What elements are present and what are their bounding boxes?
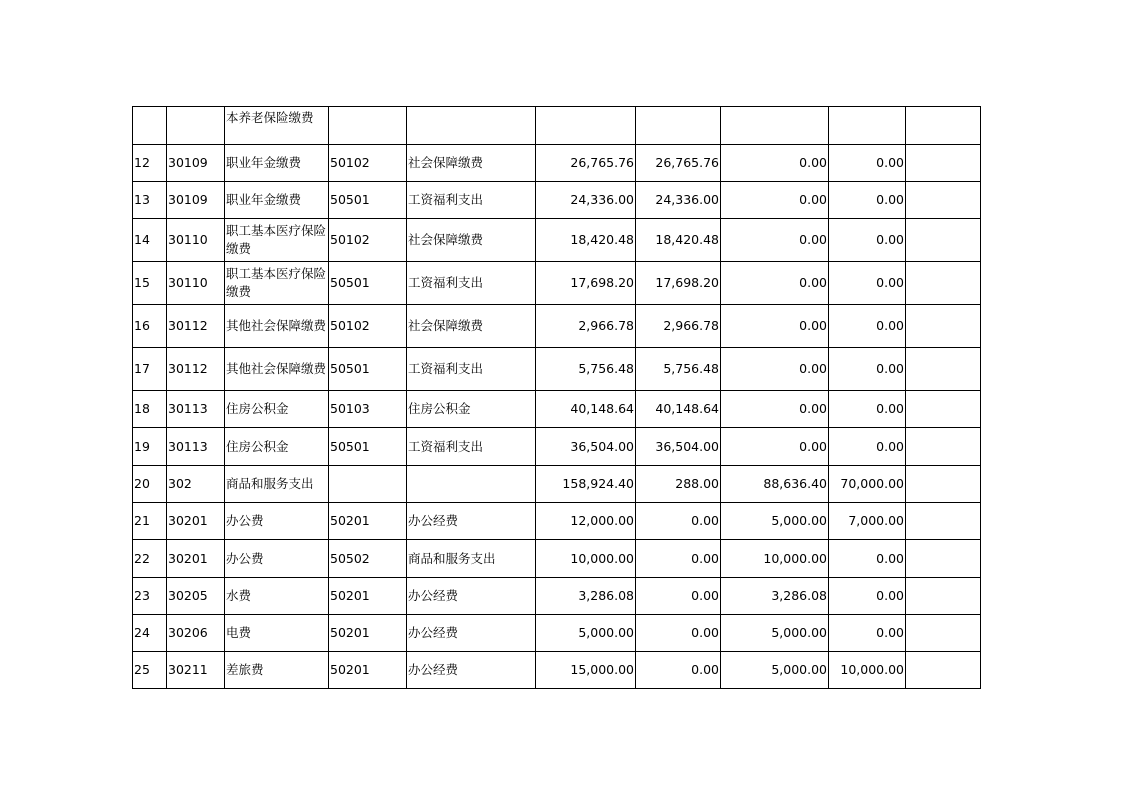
subject-code-cell: 30109 — [167, 182, 225, 219]
total-amount-cell: 10,000.00 — [536, 540, 636, 578]
subject-name-cell: 其他社会保障缴费 — [225, 305, 329, 348]
economic-name-cell: 社会保障缴费 — [407, 305, 536, 348]
other-amount-cell: 0.00 — [829, 145, 906, 182]
basic-amount-cell: 0.00 — [636, 615, 721, 652]
basic-amount-cell — [636, 107, 721, 145]
subject-name-cell: 办公费 — [225, 540, 329, 578]
table-row — [133, 305, 981, 348]
blank-cell — [906, 615, 981, 652]
economic-name-cell: 社会保障缴费 — [407, 219, 536, 262]
subject-code-cell: 30112 — [167, 305, 225, 348]
economic-code-cell: 50501 — [329, 428, 407, 466]
other-amount-cell: 0.00 — [829, 428, 906, 466]
project-amount-cell: 88,636.40 — [721, 466, 829, 503]
economic-code-cell: 50102 — [329, 305, 407, 348]
blank-cell — [906, 652, 981, 689]
economic-code-cell — [329, 107, 407, 145]
basic-amount-cell: 18,420.48 — [636, 219, 721, 262]
blank-cell — [906, 182, 981, 219]
blank-cell — [906, 219, 981, 262]
table-row — [133, 107, 981, 145]
blank-cell — [906, 578, 981, 615]
other-amount-cell: 0.00 — [829, 182, 906, 219]
subject-code-cell: 30205 — [167, 578, 225, 615]
blank-cell — [906, 540, 981, 578]
subject-code-cell: 30112 — [167, 348, 225, 391]
economic-code-cell: 50501 — [329, 182, 407, 219]
basic-amount-cell: 5,756.48 — [636, 348, 721, 391]
economic-name-cell: 办公经费 — [407, 652, 536, 689]
economic-name-cell: 工资福利支出 — [407, 182, 536, 219]
subject-name-cell: 电费 — [225, 615, 329, 652]
table-row — [133, 391, 981, 428]
other-amount-cell: 0.00 — [829, 615, 906, 652]
table-row — [133, 145, 981, 182]
row-number-cell: 12 — [133, 145, 167, 182]
row-number-cell: 17 — [133, 348, 167, 391]
blank-cell — [906, 503, 981, 540]
project-amount-cell: 5,000.00 — [721, 652, 829, 689]
row-number-cell: 24 — [133, 615, 167, 652]
economic-code-cell — [329, 466, 407, 503]
other-amount-cell: 7,000.00 — [829, 503, 906, 540]
subject-name-cell: 本养老保险缴费 — [225, 107, 329, 145]
project-amount-cell: 0.00 — [721, 182, 829, 219]
subject-code-cell: 30206 — [167, 615, 225, 652]
blank-cell — [906, 348, 981, 391]
other-amount-cell: 0.00 — [829, 305, 906, 348]
row-number-cell — [133, 107, 167, 145]
economic-code-cell: 50502 — [329, 540, 407, 578]
subject-name-cell: 其他社会保障缴费 — [225, 348, 329, 391]
table-row — [133, 348, 981, 391]
table-row — [133, 540, 981, 578]
total-amount-cell: 12,000.00 — [536, 503, 636, 540]
project-amount-cell: 0.00 — [721, 145, 829, 182]
economic-code-cell: 50201 — [329, 578, 407, 615]
subject-name-cell: 职业年金缴费 — [225, 145, 329, 182]
table-row — [133, 578, 981, 615]
other-amount-cell: 0.00 — [829, 578, 906, 615]
project-amount-cell: 5,000.00 — [721, 503, 829, 540]
row-number-cell: 20 — [133, 466, 167, 503]
subject-code-cell: 30110 — [167, 219, 225, 262]
subject-name-cell: 职工基本医疗保险缴费 — [225, 262, 329, 305]
project-amount-cell — [721, 107, 829, 145]
subject-code-cell: 30113 — [167, 428, 225, 466]
table-body — [133, 107, 981, 689]
total-amount-cell: 36,504.00 — [536, 428, 636, 466]
basic-amount-cell: 0.00 — [636, 540, 721, 578]
row-number-cell: 21 — [133, 503, 167, 540]
economic-name-cell: 办公经费 — [407, 578, 536, 615]
table-row — [133, 428, 981, 466]
subject-name-cell: 职工基本医疗保险缴费 — [225, 219, 329, 262]
economic-code-cell: 50103 — [329, 391, 407, 428]
economic-name-cell: 办公经费 — [407, 615, 536, 652]
basic-amount-cell: 0.00 — [636, 578, 721, 615]
economic-code-cell: 50102 — [329, 145, 407, 182]
subject-code-cell: 30110 — [167, 262, 225, 305]
economic-name-cell — [407, 466, 536, 503]
table-row — [133, 615, 981, 652]
economic-name-cell: 工资福利支出 — [407, 262, 536, 305]
subject-name-cell: 住房公积金 — [225, 428, 329, 466]
subject-code-cell: 30201 — [167, 540, 225, 578]
basic-amount-cell: 24,336.00 — [636, 182, 721, 219]
blank-cell — [906, 428, 981, 466]
blank-cell — [906, 305, 981, 348]
project-amount-cell: 0.00 — [721, 428, 829, 466]
blank-cell — [906, 466, 981, 503]
economic-code-cell: 50201 — [329, 652, 407, 689]
economic-name-cell: 商品和服务支出 — [407, 540, 536, 578]
subject-name-cell: 职业年金缴费 — [225, 182, 329, 219]
project-amount-cell: 0.00 — [721, 219, 829, 262]
other-amount-cell: 70,000.00 — [829, 466, 906, 503]
subject-code-cell: 30211 — [167, 652, 225, 689]
total-amount-cell: 24,336.00 — [536, 182, 636, 219]
economic-code-cell: 50501 — [329, 262, 407, 305]
basic-amount-cell: 288.00 — [636, 466, 721, 503]
row-number-cell: 14 — [133, 219, 167, 262]
economic-name-cell: 社会保障缴费 — [407, 145, 536, 182]
basic-amount-cell: 36,504.00 — [636, 428, 721, 466]
other-amount-cell: 0.00 — [829, 540, 906, 578]
subject-name-cell: 商品和服务支出 — [225, 466, 329, 503]
table-row — [133, 262, 981, 305]
table-row — [133, 219, 981, 262]
total-amount-cell: 5,756.48 — [536, 348, 636, 391]
total-amount-cell: 2,966.78 — [536, 305, 636, 348]
row-number-cell: 25 — [133, 652, 167, 689]
total-amount-cell — [536, 107, 636, 145]
row-number-cell: 16 — [133, 305, 167, 348]
other-amount-cell — [829, 107, 906, 145]
project-amount-cell: 10,000.00 — [721, 540, 829, 578]
row-number-cell: 19 — [133, 428, 167, 466]
economic-code-cell: 50102 — [329, 219, 407, 262]
other-amount-cell: 0.00 — [829, 262, 906, 305]
total-amount-cell: 15,000.00 — [536, 652, 636, 689]
basic-amount-cell: 40,148.64 — [636, 391, 721, 428]
economic-name-cell: 工资福利支出 — [407, 348, 536, 391]
economic-name-cell: 办公经费 — [407, 503, 536, 540]
table-row — [133, 182, 981, 219]
other-amount-cell: 0.00 — [829, 348, 906, 391]
row-number-cell: 13 — [133, 182, 167, 219]
economic-code-cell: 50501 — [329, 348, 407, 391]
project-amount-cell: 0.00 — [721, 348, 829, 391]
blank-cell — [906, 391, 981, 428]
project-amount-cell: 0.00 — [721, 305, 829, 348]
total-amount-cell: 26,765.76 — [536, 145, 636, 182]
total-amount-cell: 18,420.48 — [536, 219, 636, 262]
project-amount-cell: 0.00 — [721, 391, 829, 428]
basic-amount-cell: 2,966.78 — [636, 305, 721, 348]
budget-table — [132, 106, 981, 689]
subject-name-cell: 差旅费 — [225, 652, 329, 689]
basic-amount-cell: 0.00 — [636, 652, 721, 689]
other-amount-cell: 0.00 — [829, 391, 906, 428]
total-amount-cell: 3,286.08 — [536, 578, 636, 615]
economic-code-cell: 50201 — [329, 503, 407, 540]
subject-name-cell: 办公费 — [225, 503, 329, 540]
subject-code-cell: 30109 — [167, 145, 225, 182]
total-amount-cell: 40,148.64 — [536, 391, 636, 428]
row-number-cell: 22 — [133, 540, 167, 578]
economic-name-cell: 工资福利支出 — [407, 428, 536, 466]
total-amount-cell: 158,924.40 — [536, 466, 636, 503]
subject-code-cell: 302 — [167, 466, 225, 503]
other-amount-cell: 10,000.00 — [829, 652, 906, 689]
project-amount-cell: 0.00 — [721, 262, 829, 305]
project-amount-cell: 5,000.00 — [721, 615, 829, 652]
total-amount-cell: 17,698.20 — [536, 262, 636, 305]
row-number-cell: 18 — [133, 391, 167, 428]
economic-code-cell: 50201 — [329, 615, 407, 652]
blank-cell — [906, 145, 981, 182]
row-number-cell: 15 — [133, 262, 167, 305]
other-amount-cell: 0.00 — [829, 219, 906, 262]
subject-name-cell: 住房公积金 — [225, 391, 329, 428]
table-row — [133, 652, 981, 689]
economic-name-cell: 住房公积金 — [407, 391, 536, 428]
basic-amount-cell: 0.00 — [636, 503, 721, 540]
table-row — [133, 503, 981, 540]
subject-code-cell — [167, 107, 225, 145]
total-amount-cell: 5,000.00 — [536, 615, 636, 652]
basic-amount-cell: 26,765.76 — [636, 145, 721, 182]
subject-name-cell: 水费 — [225, 578, 329, 615]
row-number-cell: 23 — [133, 578, 167, 615]
blank-cell — [906, 262, 981, 305]
basic-amount-cell: 17,698.20 — [636, 262, 721, 305]
table-row — [133, 466, 981, 503]
blank-cell — [906, 107, 981, 145]
subject-code-cell: 30113 — [167, 391, 225, 428]
project-amount-cell: 3,286.08 — [721, 578, 829, 615]
economic-name-cell — [407, 107, 536, 145]
subject-code-cell: 30201 — [167, 503, 225, 540]
